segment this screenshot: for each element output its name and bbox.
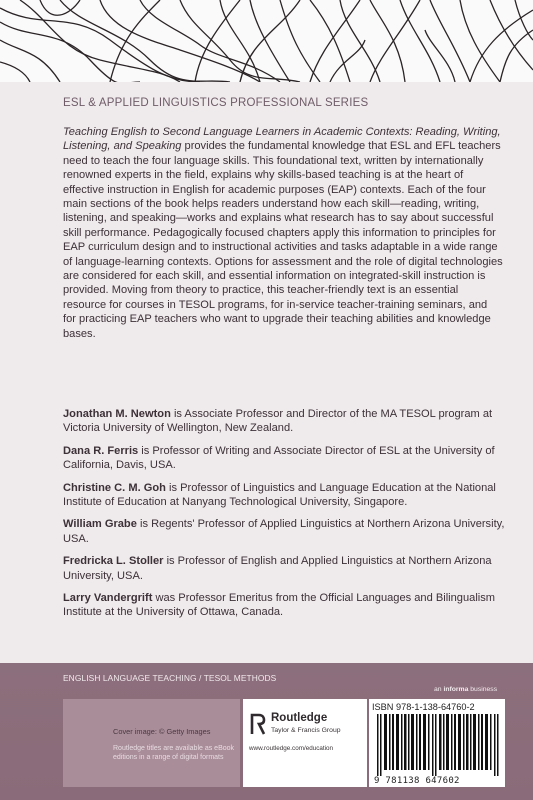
author-name: Fredricka L. Stoller	[63, 555, 164, 568]
author-description: is Professor of Linguistics and Language Education at the National Institute of Education at Nanyang Technological University, Singapore.	[63, 481, 496, 509]
publisher-name: Routledge	[271, 712, 328, 724]
author-name: Christine C. M. Goh	[63, 481, 166, 494]
author-description: is Associate Professor and Director of the MA TESOL program at Victoria University of Wellington, New Zealand.	[63, 408, 493, 435]
author-description: is Professor of English and Applied Linguistics at Northern Arizona University, USA.	[63, 555, 492, 582]
barcode-digits: 9 781138 647602	[374, 776, 460, 786]
series-title: ESL & APPLIED LINGUISTICS PROFESSIONAL SERIES	[63, 97, 369, 109]
author-bios	[63, 407, 508, 628]
routledge-logo-icon	[249, 712, 267, 736]
barcode-icon	[377, 714, 501, 776]
cover-artwork	[0, 0, 533, 82]
author-description: is Regents' Professor of Applied Linguistics at Northern Arizona University, USA.	[63, 518, 505, 545]
cover-credit: Cover image: © Getty Images	[113, 727, 211, 736]
ebook-note: Routledge titles are available as eBook editions in a range of digital formats	[113, 745, 235, 761]
informa-prefix: an	[434, 686, 444, 693]
isbn: ISBN 978-1-138-64760-2	[372, 702, 475, 712]
publisher-url: www.routledge.com/education	[249, 745, 334, 752]
cover-credit-panel	[63, 699, 240, 787]
subject-category: ENGLISH LANGUAGE TEACHING / TESOL METHODS	[63, 673, 277, 683]
informa-brand: informa	[443, 686, 469, 693]
author-bio	[63, 407, 508, 436]
author-bio	[63, 554, 508, 583]
author-name: Larry Vandergrift	[63, 592, 153, 605]
author-description: is Professor of Writing and Associate Director of ESL at the University of California, Davis, USA.	[63, 444, 495, 472]
author-name: Dana R. Ferris	[63, 444, 139, 457]
publisher-group: Taylor & Francis Group	[271, 727, 341, 734]
informa-tagline	[434, 686, 497, 693]
author-bio	[63, 591, 508, 620]
description-text: provides the fundamental knowledge that ESL and EFL teachers need to teach the four language skills. This foundational text, written by internationally renowned experts in the field, explains why skills-based teaching is at the heart of effective instruction in English for academic purposes (EAP) contexts. Each of the four main sections of the book helps readers understand how each skill—reading, writing, listening, and speaking—works and explains what research has to say about successful skill performance. Pedagogically focused chapters apply this information to principles for EAP curriculum design and to instructional activities and tasks adaptable in a wide range of language-learning contexts. Options for assessment and the role of digital technologies are considered for each skill, and essential information on integrated-skill instruction is provided. Moving from theory to practice, this teacher-friendly text is an essential resource for courses in TESOL programs, for in-service teacher-training seminars, and for practicing EAP teachers who want to upgrade their teaching abilities and knowledge bases.	[63, 140, 503, 340]
book-title: Teaching English to Second Language Learners in Academic Contexts: Reading, Writing, Listening, and Speaking	[63, 126, 501, 153]
informa-suffix: business	[468, 686, 498, 693]
author-bio	[63, 517, 508, 546]
author-description: was Professor Emeritus from the Official Languages and Bilingualism Institute at the University of Ottawa, Canada.	[63, 592, 496, 619]
author-bio	[63, 444, 508, 473]
book-description	[63, 125, 503, 341]
author-name: Jonathan M. Newton	[63, 408, 171, 420]
author-name: William Grabe	[63, 518, 137, 531]
author-bio	[63, 481, 508, 510]
